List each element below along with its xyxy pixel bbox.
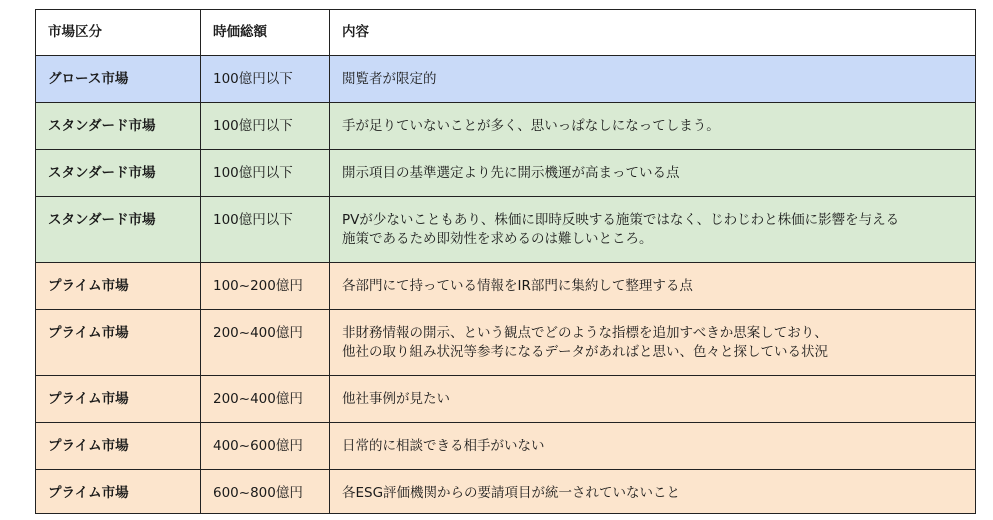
cell-market: プライム市場: [36, 310, 201, 376]
table-row: [36, 423, 976, 470]
cell-market: プライム市場: [36, 470, 201, 514]
cell-market: グロース市場: [36, 56, 201, 103]
cell-content: PVが少ないこともあり、株価に即時反映する施策ではなく、じわじわと株価に影響を与える 施策であるため即効性を求めるのは難しいところ。: [330, 197, 976, 263]
cell-market-cap: 100億円以下: [201, 150, 330, 197]
survey-table-container: [35, 9, 975, 514]
cell-content: 閲覧者が限定的: [330, 56, 976, 103]
table-row: [36, 470, 976, 514]
cell-content: 開示項目の基準選定より先に開示機運が高まっている点: [330, 150, 976, 197]
header-market: 市場区分: [36, 10, 201, 56]
cell-market: プライム市場: [36, 423, 201, 470]
cell-market-cap: 200~400億円: [201, 310, 330, 376]
cell-market-cap: 100億円以下: [201, 56, 330, 103]
cell-content: 日常的に相談できる相手がいない: [330, 423, 976, 470]
cell-market: スタンダード市場: [36, 103, 201, 150]
cell-market: プライム市場: [36, 263, 201, 310]
cell-content: 非財務情報の開示、という観点でどのような指標を追加すべきか思案しており、 他社の取り組み状況等参考になるデータがあればと思い、色々と探している状況: [330, 310, 976, 376]
cell-market: スタンダード市場: [36, 150, 201, 197]
header-market-cap: 時価総額: [201, 10, 330, 56]
header-content: 内容: [330, 10, 976, 56]
cell-market-cap: 600~800億円: [201, 470, 330, 514]
cell-market-cap: 100億円以下: [201, 103, 330, 150]
cell-market: スタンダード市場: [36, 197, 201, 263]
cell-content: 各部門にて持っている情報をIR部門に集約して整理する点: [330, 263, 976, 310]
cell-market-cap: 100~200億円: [201, 263, 330, 310]
cell-content: 各ESG評価機関からの要請項目が統一されていないこと: [330, 470, 976, 514]
table-row: [36, 150, 976, 197]
table-row: [36, 56, 976, 103]
cell-market: プライム市場: [36, 376, 201, 423]
cell-content: 手が足りていないことが多く、思いっぱなしになってしまう。: [330, 103, 976, 150]
table-row: [36, 197, 976, 263]
cell-market-cap: 400~600億円: [201, 423, 330, 470]
table-row: [36, 376, 976, 423]
table-row: [36, 103, 976, 150]
table-header-row: [36, 10, 976, 56]
table-row: [36, 263, 976, 310]
survey-table: [35, 9, 976, 514]
cell-market-cap: 200~400億円: [201, 376, 330, 423]
cell-content: 他社事例が見たい: [330, 376, 976, 423]
cell-market-cap: 100億円以下: [201, 197, 330, 263]
table-row: [36, 310, 976, 376]
